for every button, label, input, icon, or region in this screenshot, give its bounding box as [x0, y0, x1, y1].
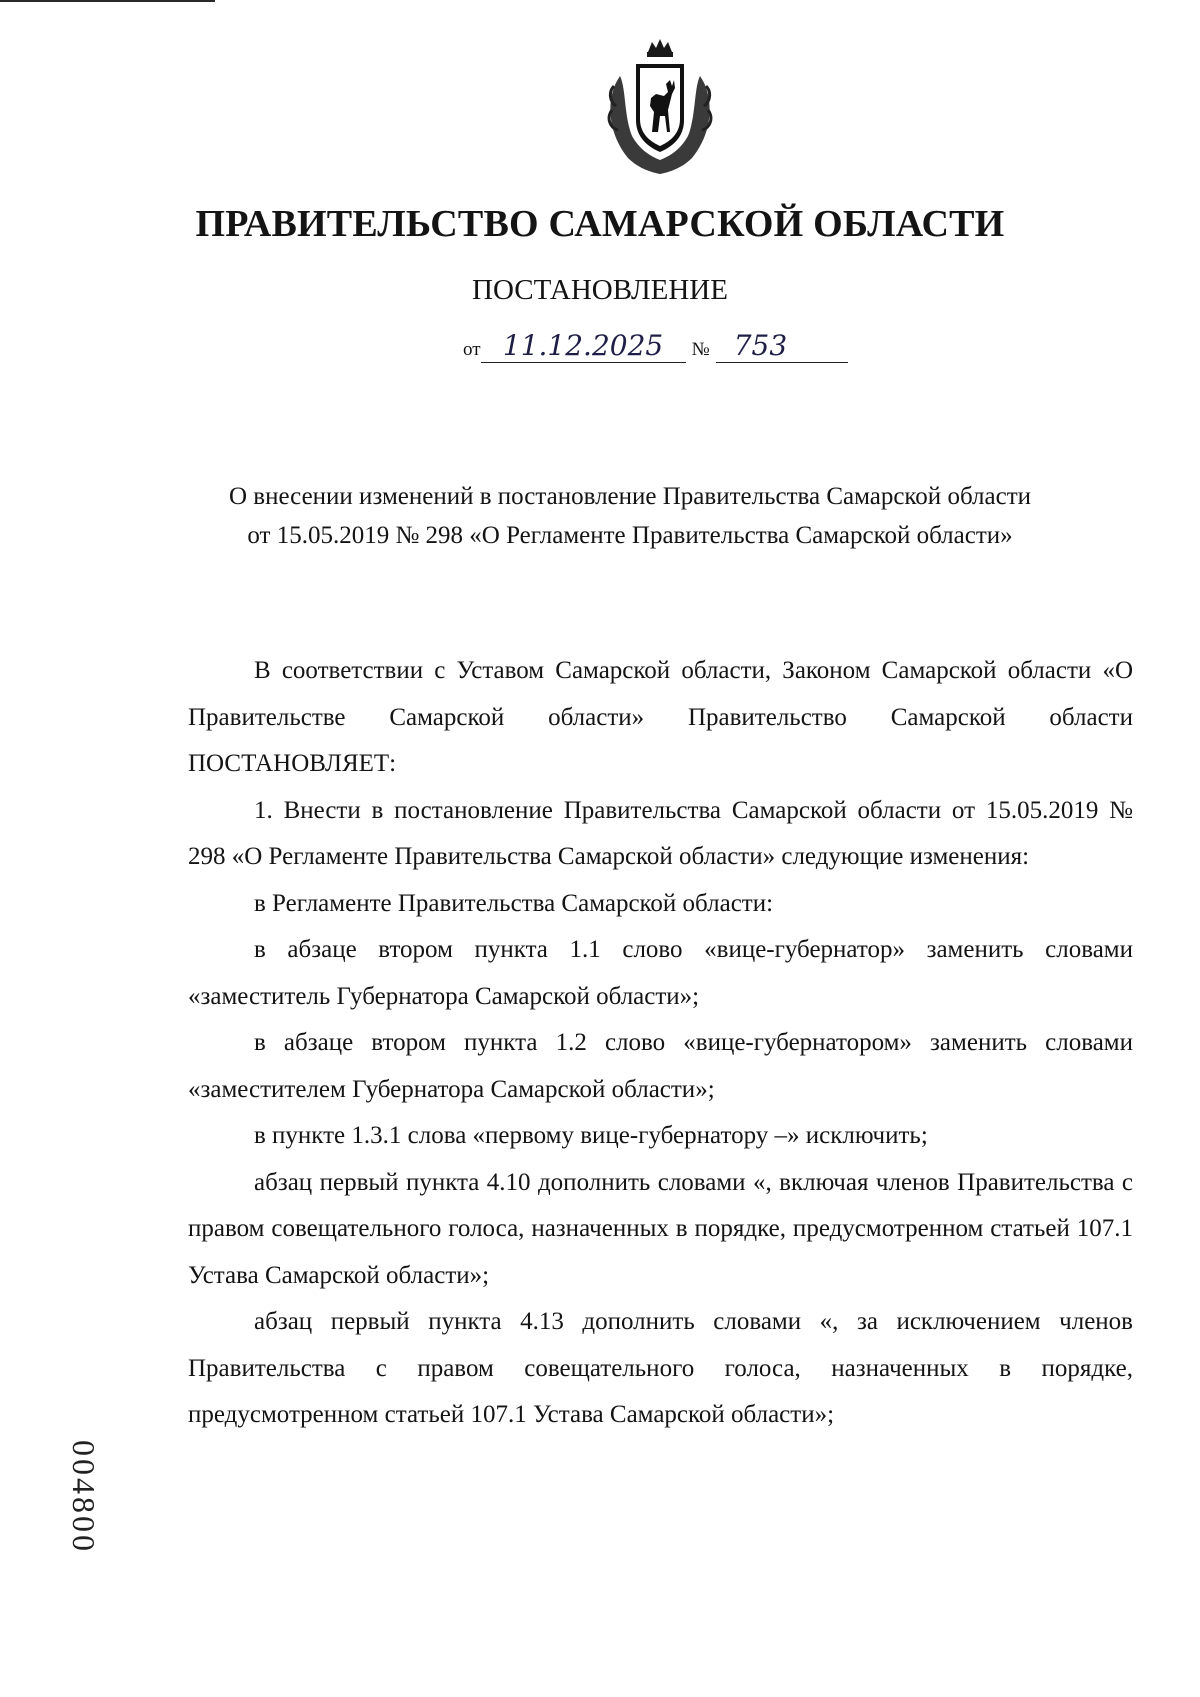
body-paragraph: 1. Внести в постановление Правительства Самарской области от 15.05.2019 № 298 «О Регламенте Правительства Самарской области» следующие изменения:	[188, 796, 1133, 870]
handwritten-date: 11.12.2025	[481, 330, 686, 363]
document-type: ПОСТАНОВЛЕНИЕ	[472, 274, 728, 306]
body-paragraph: в Регламенте Правительства Самарской области:	[254, 889, 774, 917]
handwritten-number: 753	[716, 330, 848, 363]
body-paragraph: в абзаце втором пункта 1.2 слово «вице-губернатором» заменить словами «заместителем Губернатора Самарской области»;	[188, 1029, 1133, 1103]
subject-line: от 15.05.2019 № 298 «О Регламенте Правительства Самарской области»	[247, 522, 1013, 549]
document-body	[188, 648, 1133, 1439]
subject-line: О внесении изменений в постановление Правительства Самарской области	[228, 483, 1032, 510]
body-paragraph: В соответствии с Уставом Самарской области, Законом Самарской области «О Правительстве Самарской области» Правительство Самарской области ПОСТАНОВЛЯЕТ:	[188, 657, 1133, 777]
coat-of-arms-icon	[598, 36, 722, 176]
date-prefix: от	[463, 339, 481, 360]
body-paragraph: абзац первый пункта 4.13 дополнить словами «, за исключением членов Правительства с правом совещательного голоса, назначенных в порядке, предусмотренном статьей 107.1 Устава Самарской области»;	[188, 1308, 1133, 1428]
scan-edge-line	[0, 0, 215, 2]
number-sign: №	[691, 339, 710, 360]
body-paragraph: в пункте 1.3.1 слова «первому вице-губернатору –» исключить;	[254, 1122, 928, 1149]
organization-title: ПРАВИТЕЛЬСТВО САМАРСКОЙ ОБЛАСТИ	[195, 203, 1005, 245]
document-subject	[140, 477, 1120, 555]
date-number-line	[463, 330, 848, 366]
body-paragraph: абзац первый пункта 4.10 дополнить словами «, включая членов Правительства с правом совещательного голоса, назначенных в порядке, предусмотренном статьей 107.1 Устава Самарской области»;	[188, 1168, 1133, 1289]
registration-stamp-number: 004800	[66, 1440, 102, 1554]
body-paragraph: в абзаце втором пункта 1.1 слово «вице-губернатор» заменить словами «заместитель Губернатора Самарской области»;	[188, 936, 1133, 1010]
